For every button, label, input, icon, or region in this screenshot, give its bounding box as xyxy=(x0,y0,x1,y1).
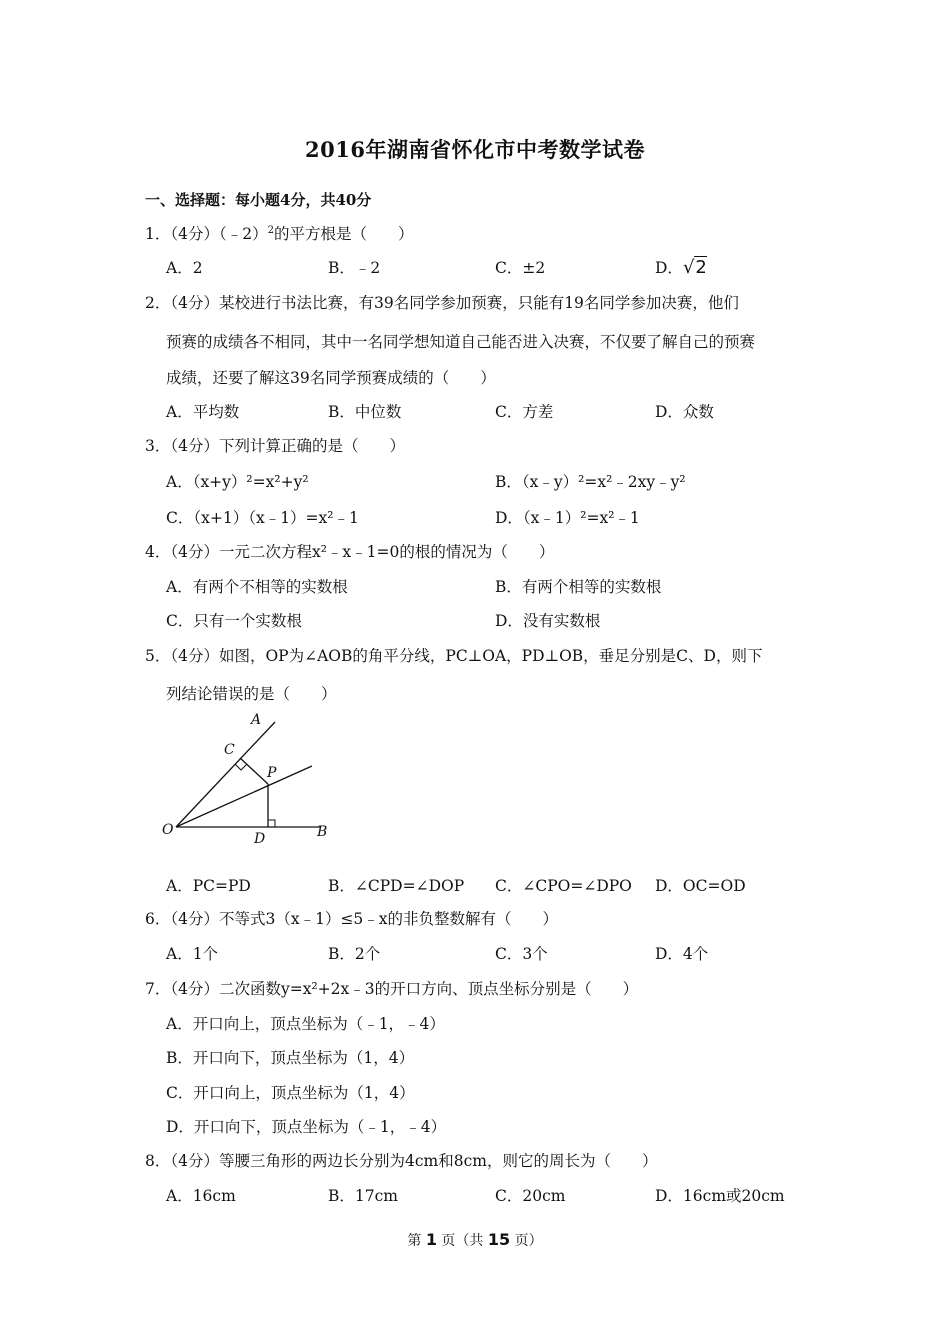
q1-option-a: A．2 xyxy=(166,259,203,277)
label-a: A xyxy=(251,712,262,728)
q3-option-c: C．（x+1）（x﹣1）=x²﹣1 xyxy=(166,509,359,527)
q7-option-a: A．开口向上，顶点坐标为（﹣1，﹣4） xyxy=(166,1015,445,1033)
q1-option-b: B．﹣2 xyxy=(328,259,381,277)
question-5-line-1: 5．（4分）如图，OP为∠AOB的角平分线，PC⊥OA，PD⊥OB，垂足分别是C、D，则下 xyxy=(145,647,763,665)
question-4-stem: 4．（4分）一元二次方程x²﹣x﹣1=0的根的情况为（ ） xyxy=(145,543,555,561)
right-angle-mark-d xyxy=(268,820,275,827)
q3-option-b: B．（x﹣y）²=x²﹣2xy﹣y² xyxy=(495,473,686,491)
q5-option-a: A．PC=PD xyxy=(166,877,251,895)
q3-option-a: A．（x+y）²=x²+y² xyxy=(166,473,309,491)
question-1-stem: 1．（4分）（﹣2）$^2$的平方根是（ ） xyxy=(145,225,414,243)
page-footer: 第 1 页（共 15 页） xyxy=(407,1230,543,1249)
question-2-line-2: 预赛的成绩各不相同，其中一名同学想知道自己能否进入决赛，不仅要了解自己的预赛 xyxy=(166,333,756,351)
q7-option-c: C．开口向上，顶点坐标为（1，4） xyxy=(166,1084,415,1102)
q6-option-c: C．3个 xyxy=(495,945,548,963)
q6-option-a: A．1个 xyxy=(166,945,219,963)
q6-option-d: D．4个 xyxy=(655,945,709,963)
q2-option-c: C．方差 xyxy=(495,403,554,421)
question-7-stem: 7．（4分）二次函数y=x²+2x﹣3的开口方向、顶点坐标分别是（ ） xyxy=(145,980,639,998)
total-page-count: 15 xyxy=(487,1230,511,1249)
q4-option-b: B．有两个相等的实数根 xyxy=(495,578,662,596)
question-5-line-2: 列结论错误的是（ ） xyxy=(166,685,337,703)
q2-option-a: A．平均数 xyxy=(166,403,240,421)
page-title: 2016年湖南省怀化市中考数学试卷 xyxy=(305,137,645,162)
q3-option-d: D．（x﹣1）²=x²﹣1 xyxy=(495,509,640,527)
q7-option-b: B．开口向下，顶点坐标为（1，4） xyxy=(166,1049,415,1067)
q2-option-b: B．中位数 xyxy=(328,403,402,421)
right-angle-mark-c xyxy=(235,764,247,770)
label-p: P xyxy=(267,765,277,781)
question-2-line-1: 2．（4分）某校进行书法比赛，有39名同学参加预赛，只能有19名同学参加决赛，他们 xyxy=(145,294,739,312)
label-c: C xyxy=(224,742,235,758)
question-3-stem: 3．（4分）下列计算正确的是（ ） xyxy=(145,437,405,455)
label-b: B xyxy=(317,824,328,840)
question-2-line-3: 成绩，还要了解这39名同学预赛成绩的（ ） xyxy=(166,369,496,387)
q1-option-d: D．√2 xyxy=(655,257,707,278)
q2-option-d: D．众数 xyxy=(655,403,714,421)
segment-pc xyxy=(240,758,268,784)
q8-option-c: C．20cm xyxy=(495,1187,566,1205)
question-8-stem: 8．（4分）等腰三角形的两边长分别为4cm和8cm，则它的周长为（ ） xyxy=(145,1152,658,1170)
q5-option-d: D．OC=OD xyxy=(655,877,746,895)
angle-bisector-figure xyxy=(150,706,350,856)
q4-option-d: D．没有实数根 xyxy=(495,612,601,630)
question-6-stem: 6．（4分）不等式3（x﹣1）≤5﹣x的非负整数解有（ ） xyxy=(145,910,559,928)
q4-option-c: C．只有一个实数根 xyxy=(166,612,302,630)
q8-option-b: B．17cm xyxy=(328,1187,398,1205)
q5-option-c: C．∠CPO=∠DPO xyxy=(495,877,632,895)
label-o: O xyxy=(162,822,174,838)
q8-option-a: A．16cm xyxy=(166,1187,236,1205)
q7-option-d: D．开口向下，顶点坐标为（﹣1，﹣4） xyxy=(166,1118,447,1136)
sqrt-symbol: √2 xyxy=(682,257,707,278)
section-heading: 一、选择题：每小题4分，共40分 xyxy=(145,191,372,209)
current-page-number: 1 xyxy=(425,1230,437,1249)
ray-op xyxy=(176,766,312,827)
q1-option-c: C．±2 xyxy=(495,259,546,277)
ray-oa xyxy=(176,722,275,827)
q4-option-a: A．有两个不相等的实数根 xyxy=(166,578,348,596)
q8-option-d: D．16cm或20cm xyxy=(655,1187,785,1205)
q5-option-b: B．∠CPD=∠DOP xyxy=(328,877,465,895)
q6-option-b: B．2个 xyxy=(328,945,381,963)
label-d: D xyxy=(254,831,266,847)
